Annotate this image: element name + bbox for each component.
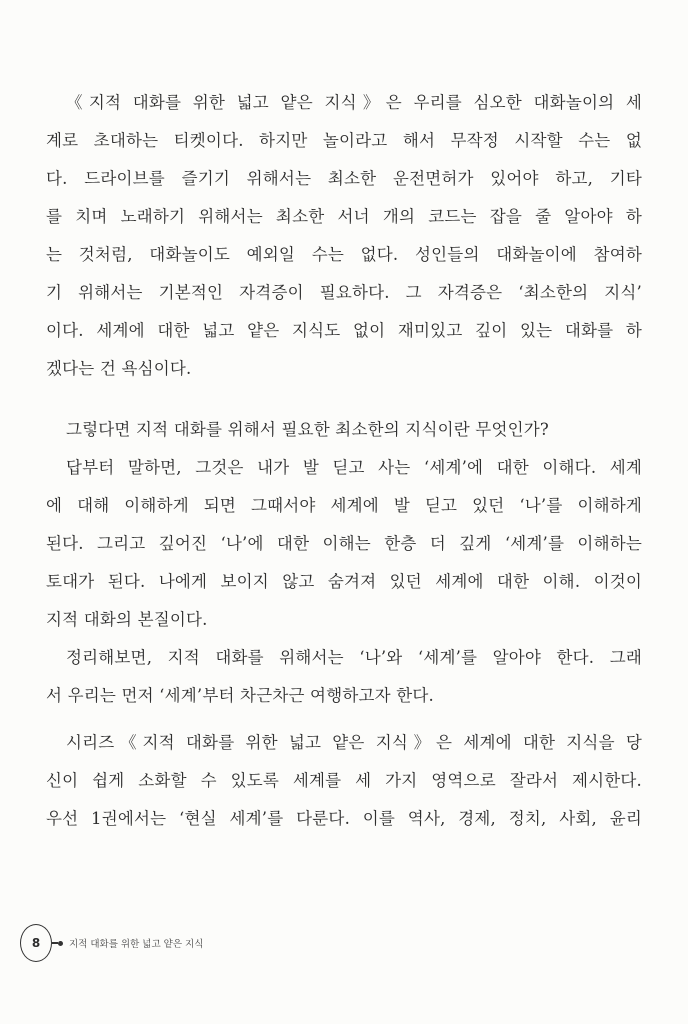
paragraph-3 xyxy=(46,724,642,838)
text-line: 그렇다면 지적 대화를 위해서 필요한 최소한의 지식이란 무엇인가? xyxy=(66,420,549,439)
text-line: 지적 대화의 본질이다. xyxy=(46,610,208,629)
text-line: 우선 1권에서는 ‘현실 세계’를 다룬다. 이를 역사, 경제, 정치, 사회, 윤리 xyxy=(46,809,642,828)
running-title: 지적 대화를 위한 넓고 얕은 지식 xyxy=(69,939,204,950)
text-line: 에 대해 이해하게 되면 그때서야 세계에 발 딛고 있던 ‘나’를 이해하게 xyxy=(46,496,642,515)
text-line: 시리즈《지적 대화를 위한 넓고 얕은 지식》은 세계에 대한 지식을 당 xyxy=(66,733,642,752)
paragraph-1 xyxy=(46,84,642,388)
text-line: 겠다는 건 욕심이다. xyxy=(46,359,192,378)
text-line: 이다. 세계에 대한 넓고 얕은 지식도 없이 재미있고 깊이 있는 대화를 하 xyxy=(46,321,642,340)
text-line: 토대가 된다. 나에게 보이지 않고 숨겨져 있던 세계에 대한 이해. 이것이 xyxy=(46,572,642,591)
text-line: 다. 드라이브를 즐기기 위해서는 최소한 운전면허가 있어야 하고, 기타 xyxy=(46,169,642,188)
text-line: 신이 쉽게 소화할 수 있도록 세계를 세 가지 영역으로 잘라서 제시한다. xyxy=(46,771,642,790)
text-line: 정리해보면, 지적 대화를 위해서는 ‘나’와 ‘세계’를 알아야 한다. 그래 xyxy=(66,648,642,667)
text-line: 된다. 그리고 깊어진 ‘나’에 대한 이해는 한층 더 깊게 ‘세계’를 이해하는 xyxy=(46,534,642,553)
text-line: 계로 초대하는 티켓이다. 하지만 놀이라고 해서 무작정 시작할 수는 없 xyxy=(46,131,642,150)
text-line: 를 치며 노래하기 위해서는 최소한 서너 개의 코드는 잡을 줄 알아야 하 xyxy=(46,207,642,226)
text-line: 는 것처럼, 대화놀이도 예외일 수는 없다. 성인들의 대화놀이에 참여하 xyxy=(46,245,642,264)
text-line: 기 위해서는 기본적인 자격증이 필요하다. 그 자격증은 ‘최소한의 지식’ xyxy=(46,283,642,302)
page-number: 8 xyxy=(31,936,41,950)
text-line: 《지적 대화를 위한 넓고 얕은 지식》은 우리를 심오한 대화놀이의 세 xyxy=(66,93,642,112)
bullet-dot-icon xyxy=(58,941,63,946)
text-line: 서 우리는 먼저 ‘세계’부터 차근차근 여행하고자 한다. xyxy=(46,686,434,705)
page-footer xyxy=(20,924,203,962)
page-number-badge xyxy=(20,924,52,962)
paragraph-2 xyxy=(46,411,642,715)
text-line: 답부터 말하면, 그것은 내가 발 딛고 사는 ‘세계’에 대한 이해다. 세계 xyxy=(66,458,642,477)
